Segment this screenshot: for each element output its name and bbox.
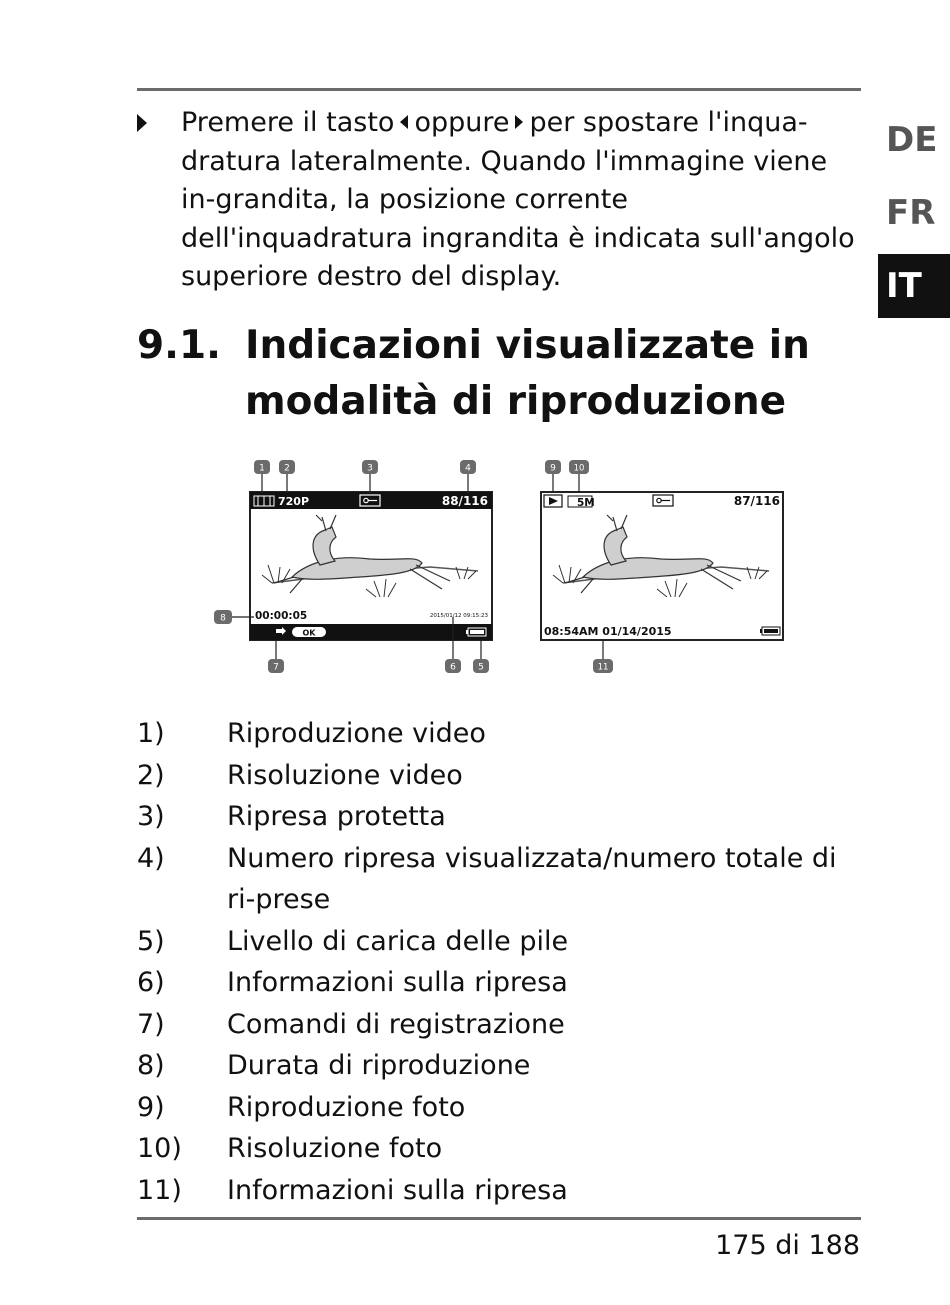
list-item: 10) Risoluzione foto — [137, 1133, 443, 1164]
lang-tab-fr[interactable]: FR — [886, 193, 936, 233]
svg-text:9: 9 — [550, 463, 556, 474]
list-item: 11) Informazioni sulla ripresa — [137, 1174, 568, 1206]
video-resolution: 720P — [278, 495, 310, 508]
svg-text:2: 2 — [284, 463, 290, 474]
bullet-arrow-icon — [137, 114, 147, 132]
instruction-text: Premere il tasto oppure per spostare l'inqua- dratura lateralmente. Quando l'immagine viene in-grandita, la posizione corrente dell'inquadratura ingrandita è indicata sull'angolo superiore destro del display. — [181, 107, 855, 292]
svg-text:10: 10 — [573, 463, 585, 474]
page-number: 175 di 188 — [715, 1230, 860, 1261]
callout-9 — [545, 460, 561, 474]
bottom-rule — [137, 1217, 861, 1220]
callout-7 — [268, 659, 284, 673]
list-item: 2) Risoluzione video — [137, 759, 463, 791]
lang-tab-de[interactable]: DE — [886, 120, 938, 160]
list-item: 6) Informazioni sulla ripresa — [137, 967, 568, 998]
top-rule — [137, 88, 861, 91]
list-item: 3) Ripresa protetta — [137, 801, 446, 832]
right-arrow-icon — [515, 115, 523, 129]
svg-text:7: 7 — [273, 662, 279, 673]
video-playback-screen — [250, 492, 492, 640]
list-item: 9) Riproduzione foto — [137, 1091, 466, 1123]
lang-tab-it[interactable]: IT — [878, 254, 950, 318]
callout-6 — [445, 659, 461, 673]
svg-text:5: 5 — [478, 662, 484, 673]
list-item: 4) Numero ripresa visualizzata/numero totale di ri-prese — [137, 842, 837, 915]
callout-3 — [362, 460, 378, 474]
svg-text:8: 8 — [220, 613, 226, 624]
svg-text:OK: OK — [302, 628, 316, 638]
video-datetime: 2015/01/12 09:15:23 — [429, 613, 488, 619]
video-duration: 00:00:05 — [255, 610, 308, 622]
list-item: 7) Comandi di registrazione — [137, 1008, 565, 1040]
list-item: 1) Riproduzione video — [137, 718, 486, 749]
callout-4 — [460, 460, 476, 474]
legend-list — [137, 713, 861, 1211]
video-counter: 88/116 — [441, 494, 488, 508]
svg-text:3: 3 — [367, 463, 373, 474]
section-number: 9.1. — [137, 323, 221, 368]
playback-display-figure — [210, 455, 800, 680]
callout-5 — [473, 659, 489, 673]
section-title: Indicazioni visualizzate in modalità di riproduzione — [245, 323, 810, 424]
photo-datetime: 08:54AM 01/14/2015 — [544, 625, 672, 638]
svg-text:11: 11 — [597, 662, 609, 673]
callout-2 — [279, 460, 295, 474]
photo-counter: 87/116 — [733, 494, 780, 508]
svg-text:4: 4 — [465, 463, 471, 474]
list-item: 5) Livello di carica delle pile — [137, 925, 569, 957]
photo-playback-screen — [541, 492, 783, 640]
photo-resolution: 5M — [577, 497, 595, 509]
callout-1 — [254, 460, 270, 474]
list-item: 8) Durata di riproduzione — [137, 1050, 531, 1081]
callout-10 — [569, 460, 589, 474]
svg-text:6: 6 — [450, 662, 456, 673]
left-arrow-icon — [400, 115, 408, 129]
svg-text:1: 1 — [259, 463, 265, 474]
callout-11 — [593, 659, 613, 673]
callout-8 — [214, 610, 232, 624]
